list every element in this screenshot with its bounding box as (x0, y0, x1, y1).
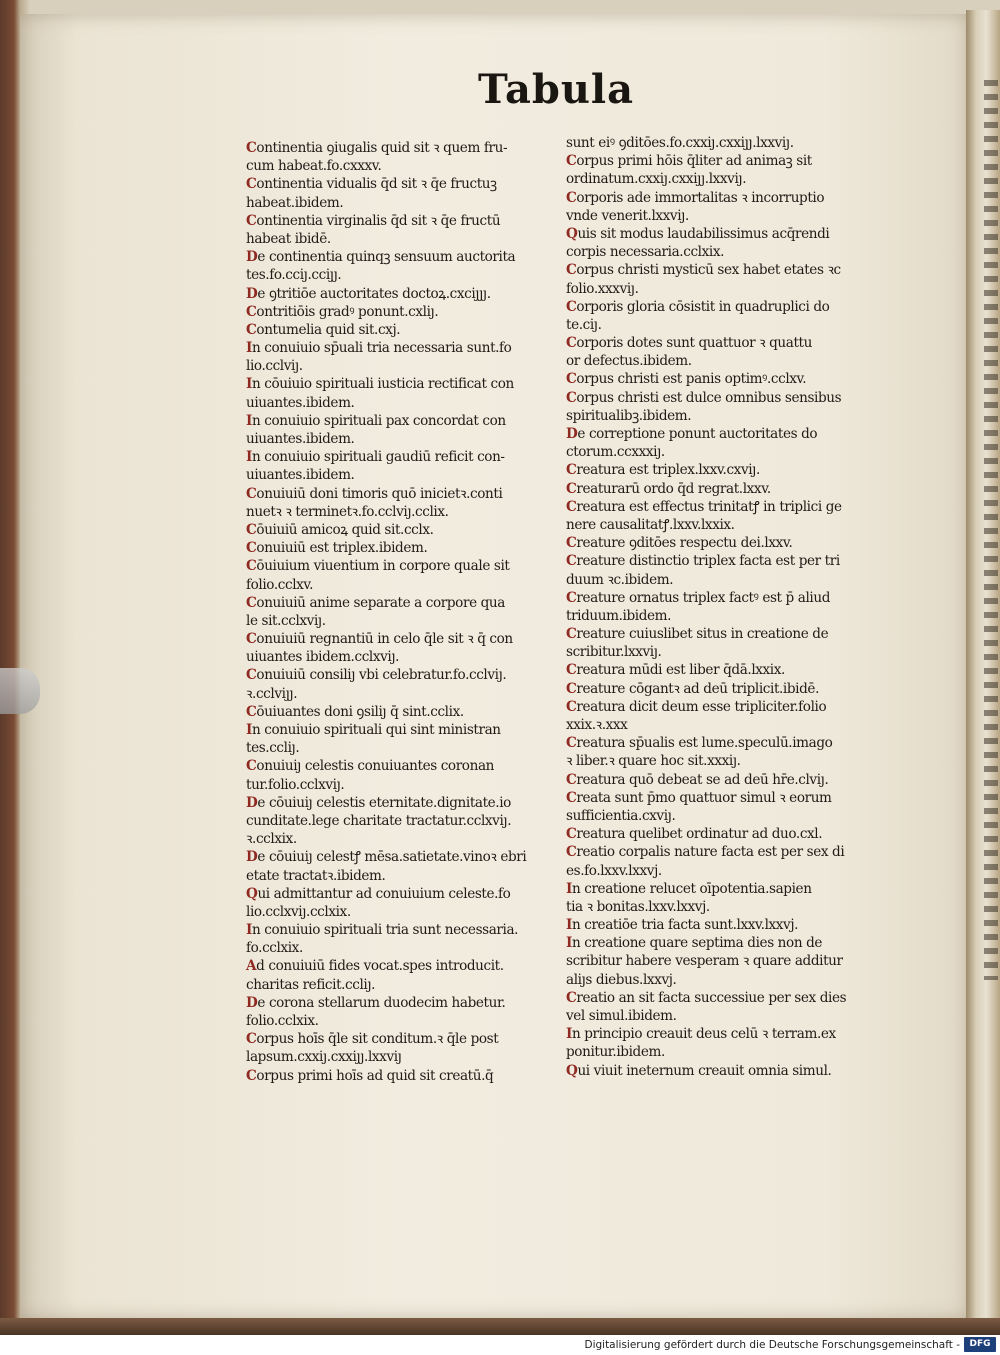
rubricated-initial: A (246, 958, 257, 975)
index-entry-line: vnde venerit.lxxviȷ. (566, 207, 689, 224)
index-entry-line: lio.cclxviȷ.cclxix. (246, 903, 351, 920)
index-entry-line: In principio creauit deus celū ꝛ terram.ex (566, 1026, 836, 1043)
rubricated-initial: Q (566, 225, 578, 242)
index-entry-line: sunt eiꝰ ꝯditōes.fo.cxxiȷ.cxxiȷȷ.lxxviȷ. (566, 135, 794, 151)
index-entry-line: Corpus christi est panis optimꝰ.cclxv. (566, 371, 807, 388)
rubricated-initial: C (246, 1031, 257, 1048)
index-entry-line: Qui viuit ineternum creauit omnia simul. (566, 1062, 832, 1079)
index-entry-line: corpis necessaria.cclxix. (566, 244, 725, 261)
index-entry-line: In conuiuio sp̄uali tria necessaria sunt.fo (246, 340, 512, 357)
index-entry-line: fo.cclxix. (246, 940, 303, 957)
index-entry-line: es.fo.lxxv.lxxvj. (566, 862, 662, 879)
index-entry-line: Ad conuiuiū fides vocat.spes introducit. (246, 958, 504, 975)
dfg-logo[interactable]: DFG (964, 1337, 996, 1352)
left-column (246, 139, 546, 1085)
rubricated-initial: C (566, 771, 577, 788)
index-entry-line: Conuiuiȷ celestis conuiuantes coronan (246, 758, 495, 775)
rubricated-initial: I (566, 880, 572, 897)
index-entry-line: vel simul.ibidem. (566, 1008, 677, 1024)
rubricated-initial: C (246, 758, 257, 775)
index-entry-line: duum ꝛc.ibidem. (566, 571, 674, 588)
index-entry-line: Contritiōis gradꝰ ponunt.cxliȷ. (246, 303, 439, 320)
index-entry-line: Conuiuiū anime separate a corpore qua (246, 594, 505, 611)
index-entry-line: Creature ꝯditōes respectu dei.lxxv. (566, 535, 793, 552)
rubricated-initial: C (566, 498, 577, 515)
index-entry-line: ctorum.ccxxxiȷ. (566, 444, 665, 461)
rubricated-initial: C (566, 662, 577, 679)
index-entry-line: Corpus christi mysticū sex habet etates ꝛc (566, 262, 841, 279)
footer-credit: Digitalisierung gefördert durch die Deutsche Forschungsgemeinschaft - (584, 1339, 960, 1351)
rubricated-initial: C (246, 321, 257, 338)
rubricated-initial: C (246, 485, 257, 502)
index-entry-line: De corona stellarum duodecim habetur. (246, 994, 506, 1011)
rubricated-initial: C (566, 735, 577, 752)
rubricated-initial: I (246, 340, 252, 357)
rubricated-initial: C (566, 462, 577, 479)
index-entry-line: Corporis ade immortalitas ꝛ incorruptio (566, 189, 825, 206)
index-entry-line: De cōuiuiȷ celestis eternitate.dignitate.io (246, 794, 511, 811)
index-entry-line: Creature ornatus triplex factꝰ est p̄ aliud (566, 589, 831, 606)
rubricated-initial: C (246, 631, 257, 648)
index-entry-line: cunditate.lege charitate tractatur.cclxviȷ. (246, 812, 512, 829)
index-entry-line: spiritualibꝫ.ibidem. (566, 407, 692, 424)
index-entry-line: Creaturarū ordo q̄d regrat.lxxv. (566, 480, 771, 497)
index-entry-line: In creatione quare septima dies non de (566, 935, 823, 952)
facing-page-text-edge (984, 80, 998, 980)
rubricated-initial: C (246, 140, 257, 156)
index-entry-line: Creata sunt p̄mo quattuor simul ꝛ eorum (566, 789, 832, 806)
rubricated-initial: I (246, 922, 252, 939)
index-entry-line: Creatura quō debeat se ad deū hr̄e.clviȷ. (566, 771, 829, 788)
rubricated-initial: I (566, 935, 572, 952)
right-column (566, 134, 866, 1080)
rubricated-initial: C (566, 989, 577, 1006)
index-entry-line: Creatura est effectus trinitatꝭ in triplici ge (566, 498, 842, 515)
index-entry-line: Creature cuiuslibet situs in creatione de (566, 626, 829, 643)
index-entry-line: Qui admittantur ad conuiuium celeste.fo (246, 885, 511, 902)
index-entry-line: sufficientia.cxviȷ. (566, 807, 676, 824)
index-entry-line: triduum.ibidem. (566, 607, 672, 624)
page-clip (0, 668, 40, 714)
index-entry-line: Conuiuiū consiliȷ vbi celebratur.fo.cclviȷ. (246, 667, 507, 684)
index-entry-line: xxix.ꝛ.xxx (566, 717, 628, 733)
index-entry-line: Creature distinctio triplex facta est per tri (566, 553, 840, 570)
rubricated-initial: Q (246, 885, 258, 902)
index-entry-line: ponitur.ibidem. (566, 1044, 665, 1061)
index-entry-line: scribitur.lxxviȷ. (566, 644, 662, 661)
index-entry-line: Creatura quelibet ordinatur ad duo.cxl. (566, 826, 823, 843)
index-entry-line: Creatio corpalis nature facta est per sex di (566, 844, 845, 861)
index-entry-line: cum habeat.fo.cxxxv. (246, 158, 382, 175)
index-entry-line: folio.cclxix. (246, 1013, 319, 1029)
index-entry-line: In cōuiuio spirituali iusticia rectificat con (246, 376, 514, 393)
rubricated-initial: I (246, 412, 252, 429)
index-entry-line: De continentia quinqꝫ sensuum auctorita (246, 249, 516, 266)
index-entry-line: Creatura est triplex.lxxv.cxviȷ. (566, 462, 760, 479)
rubricated-initial: C (246, 667, 257, 684)
rubricated-initial: I (246, 722, 252, 738)
rubricated-initial: D (246, 849, 258, 866)
rubricated-initial: I (246, 376, 252, 393)
index-entry-line: Creatio an sit facta successiue per sex dies (566, 989, 847, 1006)
footer-bar (0, 1335, 1000, 1355)
rubricated-initial: C (566, 553, 577, 570)
index-entry-line: Conuiuiū regnantiū in celo q̄le sit ꝛ q̄ con (246, 631, 513, 648)
rubricated-initial: C (246, 594, 257, 611)
index-entry-line: Cōuiuantes doni ꝯsiliȷ q̄ sint.cclix. (246, 703, 464, 720)
index-entry-line: De ꝯtritiōe auctoritates doctoꝝ.cxciȷȷȷ. (246, 285, 491, 302)
rubricated-initial: C (246, 540, 257, 557)
index-entry-line: Quis sit modus laudabilissimus acq̄rendi (566, 225, 830, 242)
index-entry-line: In conuiuio spirituali pax concordat con (246, 412, 506, 429)
index-entry-line: Contumelia quid sit.cxj. (246, 321, 401, 338)
rubricated-initial: C (246, 521, 257, 538)
index-entry-line: folio.cclxv. (246, 576, 314, 593)
rubricated-initial: C (566, 262, 577, 279)
index-entry-line: Corporis gloria cōsistit in quadruplici do (566, 298, 830, 315)
rubricated-initial: Q (566, 1062, 578, 1079)
index-entry-line: Cōuiuium viuentium in corpore quale sit (246, 558, 510, 575)
page-title: Tabula (478, 66, 635, 113)
rubricated-initial: C (566, 680, 577, 697)
index-entry-line: uiuantes.ibidem. (246, 467, 355, 484)
index-entry-line: ꝛ.cclviȷȷ. (246, 685, 298, 702)
index-entry-line: aliȷs diebus.lxxvj. (566, 971, 677, 988)
index-entry-line: Continentia virginalis q̄d sit ꝛ q̄e fructū (246, 212, 501, 229)
index-entry-line: le sit.cclxviȷ. (246, 612, 326, 629)
index-entry-line: Corpus christi est dulce omnibus sensibus (566, 389, 842, 406)
index-entry-line: folio.xxxviȷ. (566, 280, 639, 297)
index-entry-line: Corpus hoīs q̄le sit conditum.ꝛ q̄le post (246, 1031, 499, 1048)
rubricated-initial: C (246, 558, 257, 575)
rubricated-initial: I (246, 449, 252, 466)
rubricated-initial: D (246, 285, 258, 302)
rubricated-initial: C (246, 1067, 257, 1084)
index-entry-line: uiuantes.ibidem. (246, 431, 355, 447)
index-entry-line: Creatura mūdi est liber q̄dā.lxxix. (566, 662, 785, 679)
index-entry-line: habeat.ibidem. (246, 194, 344, 211)
rubricated-initial: C (246, 703, 257, 720)
index-entry-line: Conuiuiū est triplex.ibidem. (246, 540, 428, 557)
rubricated-initial: C (566, 153, 577, 170)
index-entry-line: In creatione relucet oīpotentia.sapien (566, 880, 812, 897)
index-entry-line: ordinatum.cxxiȷ.cxxiȷȷ.lxxviȷ. (566, 171, 747, 188)
rubricated-initial: C (566, 626, 577, 643)
index-entry-line: or defectus.ibidem. (566, 353, 692, 370)
rubricated-initial: C (246, 303, 257, 320)
rubricated-initial: D (246, 249, 258, 266)
index-entry-line: In conuiuio spirituali qui sint ministran (246, 722, 501, 738)
index-entry-line: In conuiuio spirituali tria sunt necessaria. (246, 922, 519, 939)
index-entry-line: habeat ibidē. (246, 230, 331, 247)
index-entry-line: Continentia vidualis q̄d sit ꝛ q̄e fructuꝫ (246, 176, 497, 193)
rubricated-initial: C (566, 789, 577, 806)
index-entry-line: tes.ccliȷ. (246, 740, 300, 757)
index-entry-line: Conuiuiū doni timoris quō inicietꝛ.conti (246, 485, 503, 502)
index-entry-line: scribitur habere vesperam ꝛ quare additur (566, 953, 843, 970)
index-entry-line: lio.cclviȷ. (246, 358, 303, 375)
index-entry-line: te.ciȷ. (566, 316, 602, 333)
rubricated-initial: C (566, 698, 577, 715)
index-entry-line: Continentia ꝯiugalis quid sit ꝛ quem fru- (246, 140, 508, 156)
rubricated-initial: C (566, 535, 577, 552)
rubricated-initial: I (566, 917, 572, 934)
index-entry-line: Corporis dotes sunt quattuor ꝛ quattu (566, 335, 812, 352)
rubricated-initial: I (566, 1026, 572, 1043)
index-entry-line: ꝛ liber.ꝛ quare hoc sit.xxxiȷ. (566, 753, 741, 770)
index-entry-line: lapsum.cxxiȷ.cxxiȷȷ.lxxviȷ (246, 1049, 402, 1066)
rubricated-initial: C (566, 335, 577, 352)
rubricated-initial: C (566, 371, 577, 388)
index-entry-line: De cōuiuiȷ celestꝭ mēsa.satietate.vinoꝛ ebri (246, 849, 527, 866)
index-entry-line: nuetꝛ ꝛ terminetꝛ.fo.cclviȷ.cclix. (246, 503, 449, 520)
index-entry-line: In creatiōe tria facta sunt.lxxv.lxxvj. (566, 917, 799, 934)
index-entry-line: nere causalitatꝭ.lxxv.lxxix. (566, 516, 735, 533)
index-entry-line: Corpus primi hōis q̄liter ad animaꝫ sit (566, 153, 812, 170)
rubricated-initial: D (246, 794, 258, 811)
binding-bottom-edge (0, 1318, 1000, 1335)
index-entry-line: charitas reficit.ccliȷ. (246, 976, 376, 993)
index-entry-line: Creature cōgantꝛ ad deū triplicit.ibidē. (566, 680, 820, 697)
index-entry-line: tur.folio.cclxviȷ. (246, 776, 345, 793)
rubricated-initial: C (566, 298, 577, 315)
index-entry-line: Creatura dicit deum esse tripliciter.folio (566, 698, 827, 715)
rubricated-initial: C (566, 189, 577, 206)
index-entry-line: uiuantes ibidem.cclxviȷ. (246, 649, 400, 666)
rubricated-initial: D (246, 994, 258, 1011)
index-entry-line: Corpus primi hoīs ad quid sit creatū.q̄ (246, 1067, 494, 1084)
index-entry-line: De correptione ponunt auctoritates do (566, 426, 818, 442)
index-entry-line: tia ꝛ bonitas.lxxv.lxxvj. (566, 898, 710, 915)
index-entry-line: Creatura sp̄ualis est lume.speculū.imago (566, 735, 833, 752)
index-entry-line: etate tractatꝛ.ibidem. (246, 867, 386, 884)
index-entry-line: ꝛ.cclxix. (246, 831, 297, 848)
rubricated-initial: C (566, 589, 577, 606)
index-entry-line: Cōuiuiū amicoꝝ quid sit.cclx. (246, 521, 434, 538)
index-entry-line: uiuantes.ibidem. (246, 394, 355, 411)
rubricated-initial: C (246, 176, 257, 193)
rubricated-initial: C (566, 844, 577, 861)
rubricated-initial: D (566, 426, 578, 442)
index-entry-line: tes.fo.cciȷ.cciȷȷ. (246, 267, 342, 284)
rubricated-initial: C (246, 212, 257, 229)
rubricated-initial: C (566, 480, 577, 497)
rubricated-initial: C (566, 389, 577, 406)
rubricated-initial: C (566, 826, 577, 843)
index-entry-line: In conuiuio spirituali gaudiū reficit con- (246, 449, 505, 466)
